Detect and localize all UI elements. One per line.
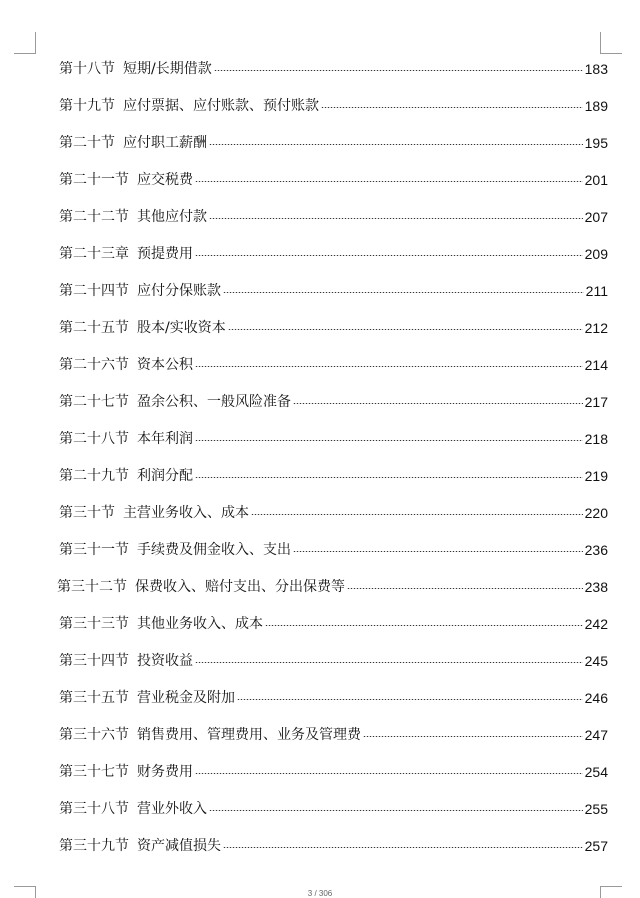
- toc-section-number: 第二十三章: [59, 245, 129, 262]
- toc-dot-leader: [209, 218, 583, 219]
- toc-dot-leader: [195, 662, 583, 663]
- toc-page-number: 211: [585, 282, 608, 299]
- toc-entry[interactable]: [59, 753, 608, 790]
- toc-section-title: 营业税金及附加: [137, 689, 235, 706]
- toc-entry[interactable]: [59, 383, 608, 420]
- toc-page-number: 246: [584, 689, 608, 706]
- toc-section-number: 第二十六节: [59, 356, 129, 373]
- toc-page-number: 201: [584, 171, 608, 188]
- toc-page-number: 214: [584, 356, 608, 373]
- toc-section-title: 盈余公积、一般风险准备: [137, 393, 291, 410]
- toc-section-number: 第二十一节: [59, 171, 129, 188]
- toc-section-title: 手续费及佣金收入、支出: [137, 541, 291, 558]
- toc-section-title: 应付票据、应付账款、预付账款: [123, 97, 319, 114]
- toc-section-title: 短期/长期借款: [123, 60, 212, 77]
- toc-dot-leader: [195, 181, 583, 182]
- toc-section-title: 主营业务收入、成本: [123, 504, 249, 521]
- toc-entry[interactable]: [59, 124, 608, 161]
- toc-dot-leader: [363, 736, 583, 737]
- toc-dot-leader: [195, 773, 583, 774]
- toc-dot-leader: [223, 847, 583, 848]
- toc-page-number: 238: [584, 578, 608, 595]
- toc-section-title: 股本/实收资本: [137, 319, 226, 336]
- toc-section-title: 预提费用: [137, 245, 193, 262]
- toc-section-number: 第三十节: [59, 504, 115, 521]
- toc-section-number: 第二十七节: [59, 393, 129, 410]
- toc-entry[interactable]: [59, 790, 608, 827]
- toc-entry[interactable]: [59, 87, 608, 124]
- toc-section-number: 第二十九节: [59, 467, 129, 484]
- toc-page-number: 189: [584, 97, 608, 114]
- toc-section-title: 财务费用: [137, 763, 193, 780]
- toc-dot-leader: [265, 625, 583, 626]
- toc-section-number: 第二十四节: [59, 282, 129, 299]
- toc-section-title: 其他业务收入、成本: [137, 615, 263, 632]
- toc-page-number: 218: [584, 430, 608, 447]
- toc-entry[interactable]: [59, 235, 608, 272]
- toc-section-number: 第三十二节: [57, 578, 127, 595]
- toc-dot-leader: [209, 144, 583, 145]
- toc-dot-leader: [347, 588, 583, 589]
- table-of-contents: [59, 50, 608, 864]
- toc-entry[interactable]: [59, 346, 608, 383]
- toc-section-number: 第三十九节: [59, 837, 129, 854]
- toc-entry[interactable]: [59, 494, 608, 531]
- toc-dot-leader: [293, 403, 583, 404]
- toc-section-number: 第三十三节: [59, 615, 129, 632]
- toc-entry[interactable]: [59, 827, 608, 864]
- crop-mark-top-left: [14, 32, 36, 54]
- toc-entry[interactable]: [59, 457, 608, 494]
- toc-dot-leader: [251, 514, 583, 515]
- toc-section-number: 第二十八节: [59, 430, 129, 447]
- toc-page-number: 236: [584, 541, 608, 558]
- toc-dot-leader: [321, 107, 583, 108]
- toc-section-title: 资产减值损失: [137, 837, 221, 854]
- toc-page-number: 255: [584, 800, 608, 817]
- toc-entry[interactable]: [57, 568, 608, 605]
- toc-entry[interactable]: [59, 50, 608, 87]
- toc-section-number: 第二十节: [59, 134, 115, 151]
- toc-page-number: 257: [584, 837, 608, 854]
- toc-section-title: 应付分保账款: [137, 282, 221, 299]
- toc-page-number: 209: [584, 245, 608, 262]
- toc-section-title: 销售费用、管理费用、业务及管理费: [137, 726, 361, 743]
- toc-dot-leader: [223, 292, 584, 293]
- toc-page-number: 183: [584, 60, 608, 77]
- toc-entry[interactable]: [59, 642, 608, 679]
- toc-page-number: 220: [584, 504, 608, 521]
- toc-section-number: 第二十二节: [59, 208, 129, 225]
- toc-section-number: 第二十五节: [59, 319, 129, 336]
- toc-section-title: 保费收入、赔付支出、分出保费等: [135, 578, 345, 595]
- page-footer: 3 / 306: [307, 889, 333, 898]
- toc-page-number: 207: [584, 208, 608, 225]
- toc-dot-leader: [195, 440, 583, 441]
- toc-entry[interactable]: [59, 309, 608, 346]
- toc-section-number: 第十九节: [59, 97, 115, 114]
- toc-entry[interactable]: [59, 605, 608, 642]
- toc-dot-leader: [209, 810, 583, 811]
- toc-dot-leader: [195, 366, 583, 367]
- toc-section-title: 资本公积: [137, 356, 193, 373]
- toc-section-title: 投资收益: [137, 652, 193, 669]
- toc-section-title: 营业外收入: [137, 800, 207, 817]
- toc-page-number: 212: [584, 319, 608, 336]
- toc-page-number: 219: [584, 467, 608, 484]
- toc-page-number: 254: [584, 763, 608, 780]
- toc-page-number: 245: [584, 652, 608, 669]
- toc-section-number: 第三十四节: [59, 652, 129, 669]
- toc-dot-leader: [237, 699, 583, 700]
- toc-page-number: 217: [584, 393, 608, 410]
- toc-dot-leader: [195, 477, 583, 478]
- toc-page-number: 247: [584, 726, 608, 743]
- toc-entry[interactable]: [59, 198, 608, 235]
- toc-section-number: 第三十七节: [59, 763, 129, 780]
- toc-dot-leader: [228, 329, 583, 330]
- toc-entry[interactable]: [59, 531, 608, 568]
- toc-entry[interactable]: [59, 716, 608, 753]
- toc-section-title: 应付职工薪酬: [123, 134, 207, 151]
- toc-entry[interactable]: [59, 679, 608, 716]
- toc-page-number: 195: [584, 134, 608, 151]
- toc-entry[interactable]: [59, 272, 608, 309]
- toc-page-number: 242: [584, 615, 608, 632]
- toc-section-title: 本年利润: [137, 430, 193, 447]
- toc-dot-leader: [293, 551, 583, 552]
- toc-entry[interactable]: [59, 161, 608, 198]
- toc-section-title: 应交税费: [137, 171, 193, 188]
- toc-section-title: 利润分配: [137, 467, 193, 484]
- toc-section-number: 第十八节: [59, 60, 115, 77]
- toc-section-number: 第三十八节: [59, 800, 129, 817]
- toc-section-number: 第三十六节: [59, 726, 129, 743]
- toc-entry[interactable]: [59, 420, 608, 457]
- toc-dot-leader: [195, 255, 583, 256]
- toc-section-number: 第三十一节: [59, 541, 129, 558]
- toc-section-title: 其他应付款: [137, 208, 207, 225]
- toc-section-number: 第三十五节: [59, 689, 129, 706]
- toc-dot-leader: [214, 70, 583, 71]
